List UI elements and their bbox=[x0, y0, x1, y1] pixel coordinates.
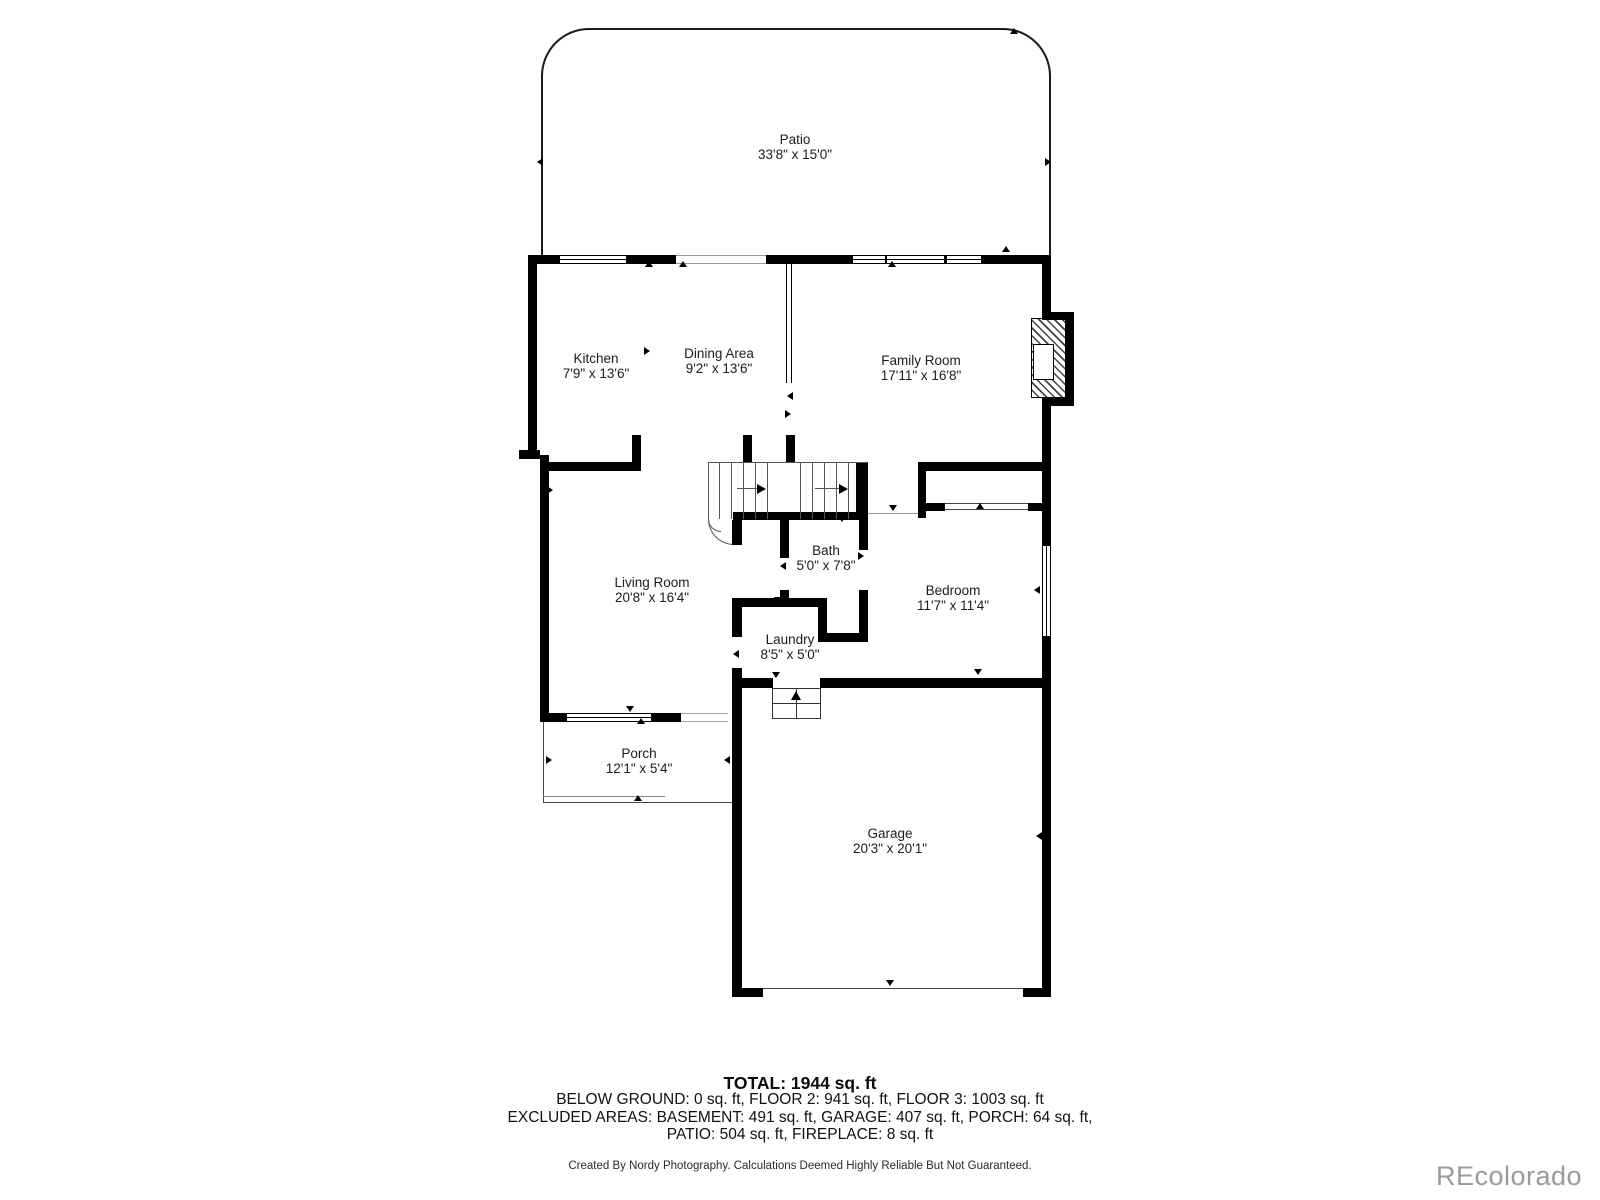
room-label-living bbox=[614, 575, 689, 605]
room-label-patio bbox=[758, 132, 832, 162]
tick-icon bbox=[772, 672, 780, 678]
thin-line bbox=[708, 462, 709, 519]
room-name: Family Room bbox=[881, 353, 961, 368]
tick-icon bbox=[724, 756, 730, 764]
wall bbox=[732, 988, 763, 997]
room-label-laundry bbox=[760, 632, 819, 662]
tick-icon bbox=[1034, 586, 1040, 594]
thin-line bbox=[719, 462, 720, 519]
tick-icon bbox=[838, 516, 846, 522]
partition-halfwall bbox=[786, 264, 792, 383]
wall bbox=[918, 462, 926, 518]
thin-line bbox=[945, 509, 1028, 510]
wall bbox=[766, 255, 852, 264]
thin-line bbox=[800, 462, 801, 519]
window-mullion bbox=[560, 259, 626, 260]
stairs-direction-arrow-icon bbox=[757, 484, 766, 494]
thin-line bbox=[848, 462, 849, 519]
window-vertical bbox=[1042, 545, 1051, 637]
room-label-garage bbox=[853, 826, 927, 856]
excluded-areas-text: EXCLUDED AREAS: BASEMENT: 491 sq. ft, GARAGE: 407 sq. ft, PORCH: 64 sq. ft, bbox=[507, 1109, 1093, 1126]
tick-icon bbox=[886, 680, 894, 686]
thin-line bbox=[676, 263, 766, 264]
wall bbox=[926, 503, 945, 511]
room-dims: 5'0" x 7'8" bbox=[796, 558, 856, 573]
thin-line bbox=[737, 488, 759, 489]
thin-line bbox=[767, 462, 768, 519]
room-name: Laundry bbox=[765, 632, 815, 647]
room-label-bath bbox=[796, 543, 855, 573]
fireplace-firebox bbox=[1033, 344, 1054, 380]
window-divider bbox=[885, 255, 887, 264]
window-mullion bbox=[853, 259, 981, 260]
wall bbox=[1023, 988, 1051, 997]
wall bbox=[652, 713, 681, 722]
wall bbox=[1042, 255, 1051, 312]
room-dims: 8'5" x 5'0" bbox=[760, 647, 820, 662]
thin-line bbox=[815, 488, 841, 489]
thin-line bbox=[836, 462, 837, 519]
thin-line bbox=[755, 462, 756, 519]
wall bbox=[732, 520, 742, 545]
tick-icon bbox=[645, 261, 653, 267]
tick-icon bbox=[976, 503, 984, 509]
wall bbox=[1042, 398, 1074, 406]
room-dims: 17'11" x 16'8" bbox=[880, 368, 962, 383]
tick-icon bbox=[974, 669, 982, 675]
thin-line bbox=[763, 988, 1023, 989]
wall bbox=[856, 462, 868, 519]
tick-icon bbox=[734, 832, 740, 840]
wall bbox=[1028, 503, 1042, 511]
tick-icon bbox=[679, 261, 687, 267]
excluded-areas-text-2: PATIO: 504 sq. ft, FIREPLACE: 8 sq. ft bbox=[666, 1126, 934, 1143]
wall bbox=[982, 255, 1051, 264]
room-dims: 20'3" x 20'1" bbox=[852, 841, 928, 856]
room-dims: 7'9" x 13'6" bbox=[562, 366, 630, 381]
step-up-arrow-icon bbox=[791, 691, 801, 700]
tick-icon bbox=[637, 718, 645, 724]
credit-text: Created By Nordy Photography. Calculations Deemed Highly Reliable But Not Guaranteed. bbox=[568, 1160, 1032, 1172]
tick-icon bbox=[537, 158, 543, 166]
wall bbox=[859, 520, 868, 550]
wall bbox=[540, 455, 549, 717]
thin-line bbox=[824, 462, 825, 519]
tick-icon bbox=[547, 486, 553, 494]
room-dims: 33'8" x 15'0" bbox=[757, 147, 833, 162]
tick-icon bbox=[1002, 246, 1010, 252]
tick-icon bbox=[774, 597, 782, 603]
tick-icon bbox=[644, 347, 650, 355]
wall bbox=[1042, 471, 1051, 545]
tick-icon bbox=[858, 552, 864, 560]
room-label-porch bbox=[606, 746, 673, 776]
room-dims: 20'8" x 16'4" bbox=[614, 590, 690, 605]
wall bbox=[780, 512, 789, 558]
wall bbox=[818, 633, 868, 642]
tick-icon bbox=[780, 562, 786, 570]
tick-icon bbox=[1045, 158, 1051, 166]
room-name: Garage bbox=[867, 826, 913, 841]
room-dims: 9'2" x 13'6" bbox=[685, 361, 753, 376]
room-label-family bbox=[881, 353, 962, 383]
wall bbox=[632, 435, 641, 466]
window-divider bbox=[944, 255, 947, 264]
window bbox=[852, 255, 982, 264]
tick-icon bbox=[546, 756, 552, 764]
wall bbox=[732, 598, 742, 637]
wall bbox=[732, 678, 773, 688]
tick-icon bbox=[530, 348, 536, 356]
room-dims: 12'1" x 5'4" bbox=[605, 761, 673, 776]
room-label-kitchen bbox=[563, 351, 630, 381]
thin-line bbox=[743, 462, 744, 519]
wall bbox=[540, 713, 566, 722]
room-name: Living Room bbox=[614, 575, 690, 590]
stairs-direction-arrow-icon bbox=[839, 484, 848, 494]
thin-line bbox=[945, 503, 1028, 504]
thin-line bbox=[681, 721, 728, 722]
wall bbox=[1042, 637, 1051, 997]
window-mullion bbox=[1046, 546, 1047, 636]
window bbox=[559, 255, 627, 264]
tick-icon bbox=[889, 505, 897, 511]
thin-line bbox=[812, 462, 813, 519]
room-label-bedroom bbox=[917, 583, 989, 613]
floor-areas-text: BELOW GROUND: 0 sq. ft, FLOOR 2: 941 sq. ft, FLOOR 3: 1003 sq. ft bbox=[556, 1091, 1044, 1108]
room-name: Kitchen bbox=[573, 351, 619, 366]
tick-icon bbox=[733, 650, 739, 658]
wall bbox=[743, 435, 752, 463]
tick-icon bbox=[886, 980, 894, 986]
wall bbox=[786, 435, 795, 463]
tick-icon bbox=[787, 392, 793, 400]
wall bbox=[519, 450, 540, 459]
thin-line bbox=[676, 255, 766, 256]
wall bbox=[918, 462, 1051, 471]
recolorado-watermark: REcolorado bbox=[1436, 1161, 1583, 1191]
thin-line bbox=[543, 796, 665, 797]
tick-icon bbox=[1010, 28, 1018, 34]
room-name: Bath bbox=[812, 543, 840, 558]
thin-line bbox=[868, 513, 918, 514]
tick-icon bbox=[634, 795, 642, 801]
total-area-text: TOTAL: 1944 sq. ft bbox=[723, 1073, 877, 1093]
room-name: Patio bbox=[779, 132, 811, 147]
room-label-dining bbox=[684, 346, 754, 376]
room-name: Dining Area bbox=[684, 346, 754, 361]
wall bbox=[1066, 318, 1074, 406]
room-dims: 11'7" x 11'4" bbox=[916, 598, 990, 613]
thin-line bbox=[681, 713, 728, 714]
room-name: Porch bbox=[621, 746, 657, 761]
tick-icon bbox=[1036, 832, 1042, 840]
room-name: Bedroom bbox=[925, 583, 981, 598]
thin-line bbox=[731, 462, 732, 519]
thin-line bbox=[708, 462, 868, 463]
tick-icon bbox=[625, 463, 633, 469]
tick-icon bbox=[785, 410, 791, 418]
wall bbox=[820, 678, 1051, 688]
tick-icon bbox=[888, 261, 896, 267]
tick-icon bbox=[626, 706, 634, 712]
